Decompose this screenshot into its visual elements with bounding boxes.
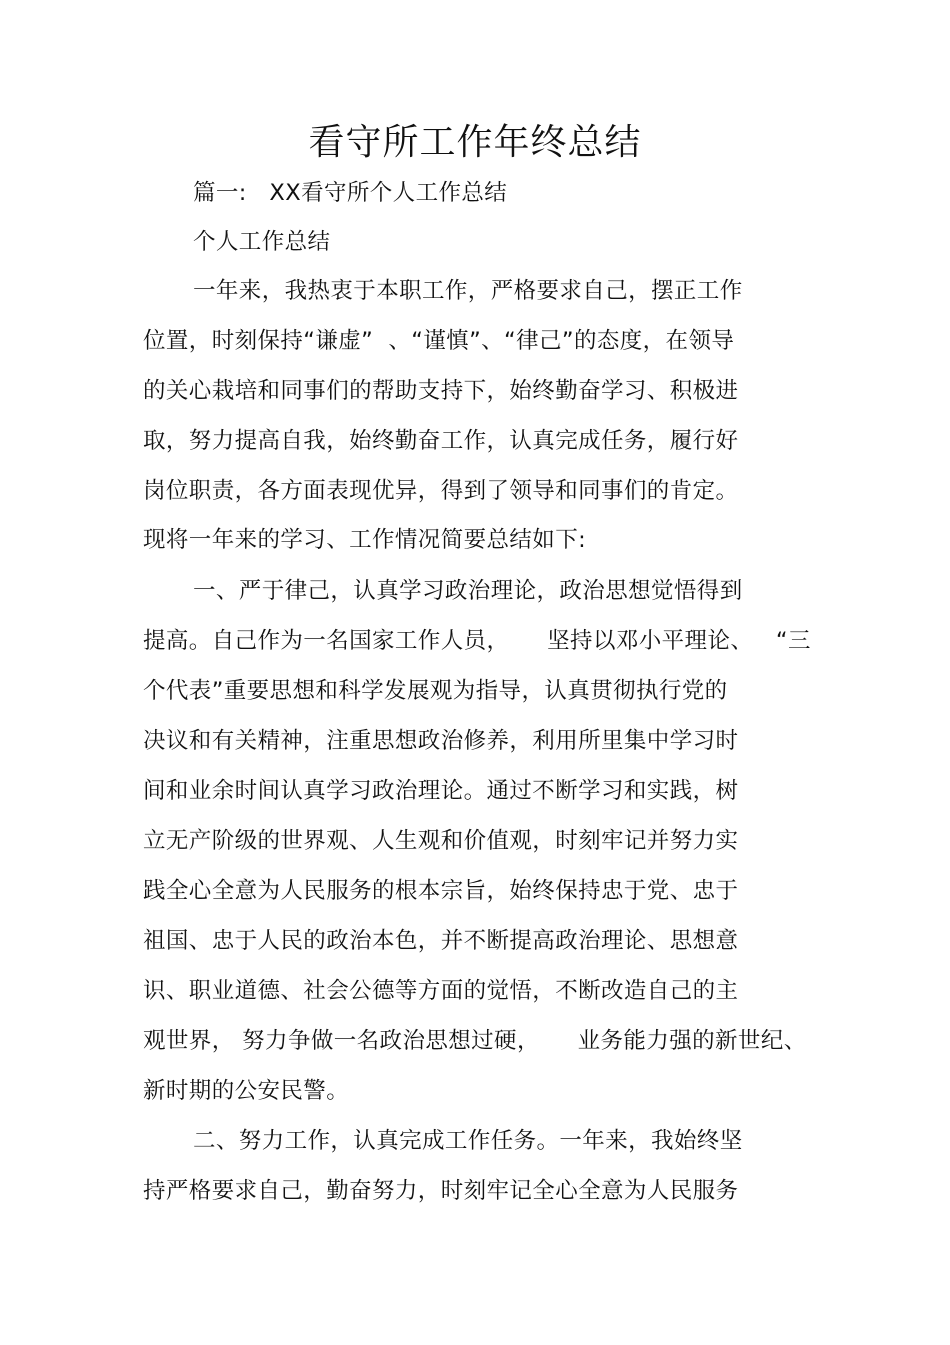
paragraph-line: 取，努力提高自我，始终勤奋工作，认真完成任务，履行好 [143, 428, 739, 454]
paragraph-line: 的关心栽培和同事们的帮助支持下，始终勤奋学习、积极进 [143, 378, 739, 404]
subheading: 个人工作总结 [193, 229, 331, 255]
section-heading: 篇一: XX看守所个人工作总结 [193, 180, 508, 206]
paragraph-line: 二、努力工作，认真完成工作任务。一年来，我始终坚 [193, 1128, 743, 1154]
paragraph-line: 现将一年来的学习、工作情况简要总结如下: [143, 527, 587, 553]
paragraph-line: 新时期的公安民警。 [143, 1078, 350, 1104]
paragraph-line: 践全心全意为人民服务的根本宗旨，始终保持忠于党、忠于 [143, 878, 739, 904]
paragraph-line: 提高。自己作为一名国家工作人员， 坚持以邓小平理论、 “三 [143, 628, 811, 654]
paragraph-line: 位置，时刻保持“谦虚” 、“谨慎”、“律己”的态度，在领导 [143, 328, 735, 354]
paragraph-line: 观世界， 努力争做一名政治思想过硬， 业务能力强的新世纪、 [143, 1028, 807, 1054]
paragraph-line: 识、职业道德、社会公德等方面的觉悟，不断改造自己的主 [143, 978, 739, 1004]
paragraph-line: 一年来，我热衷于本职工作，严格要求自己，摆正工作 [193, 278, 743, 304]
document-title: 看守所工作年终总结 [308, 122, 642, 163]
paragraph-line: 间和业余时间认真学习政治理论。通过不断学习和实践，树 [143, 778, 739, 804]
paragraph-line: 岗位职责，各方面表现优异，得到了领导和同事们的肯定。 [143, 478, 739, 504]
paragraph-line: 个代表”重要思想和科学发展观为指导，认真贯彻执行党的 [143, 678, 728, 704]
paragraph-line: 持严格要求自己，勤奋努力，时刻牢记全心全意为人民服务 [143, 1178, 739, 1204]
paragraph-line: 祖国、忠于人民的政治本色，并不断提高政治理论、思想意 [143, 928, 739, 954]
paragraph-line: 一、严于律己，认真学习政治理论，政治思想觉悟得到 [193, 578, 743, 604]
paragraph-line: 决议和有关精神，注重思想政治修养，利用所里集中学习时 [143, 728, 739, 754]
paragraph-line: 立无产阶级的世界观、人生观和价值观，时刻牢记并努力实 [143, 828, 739, 854]
